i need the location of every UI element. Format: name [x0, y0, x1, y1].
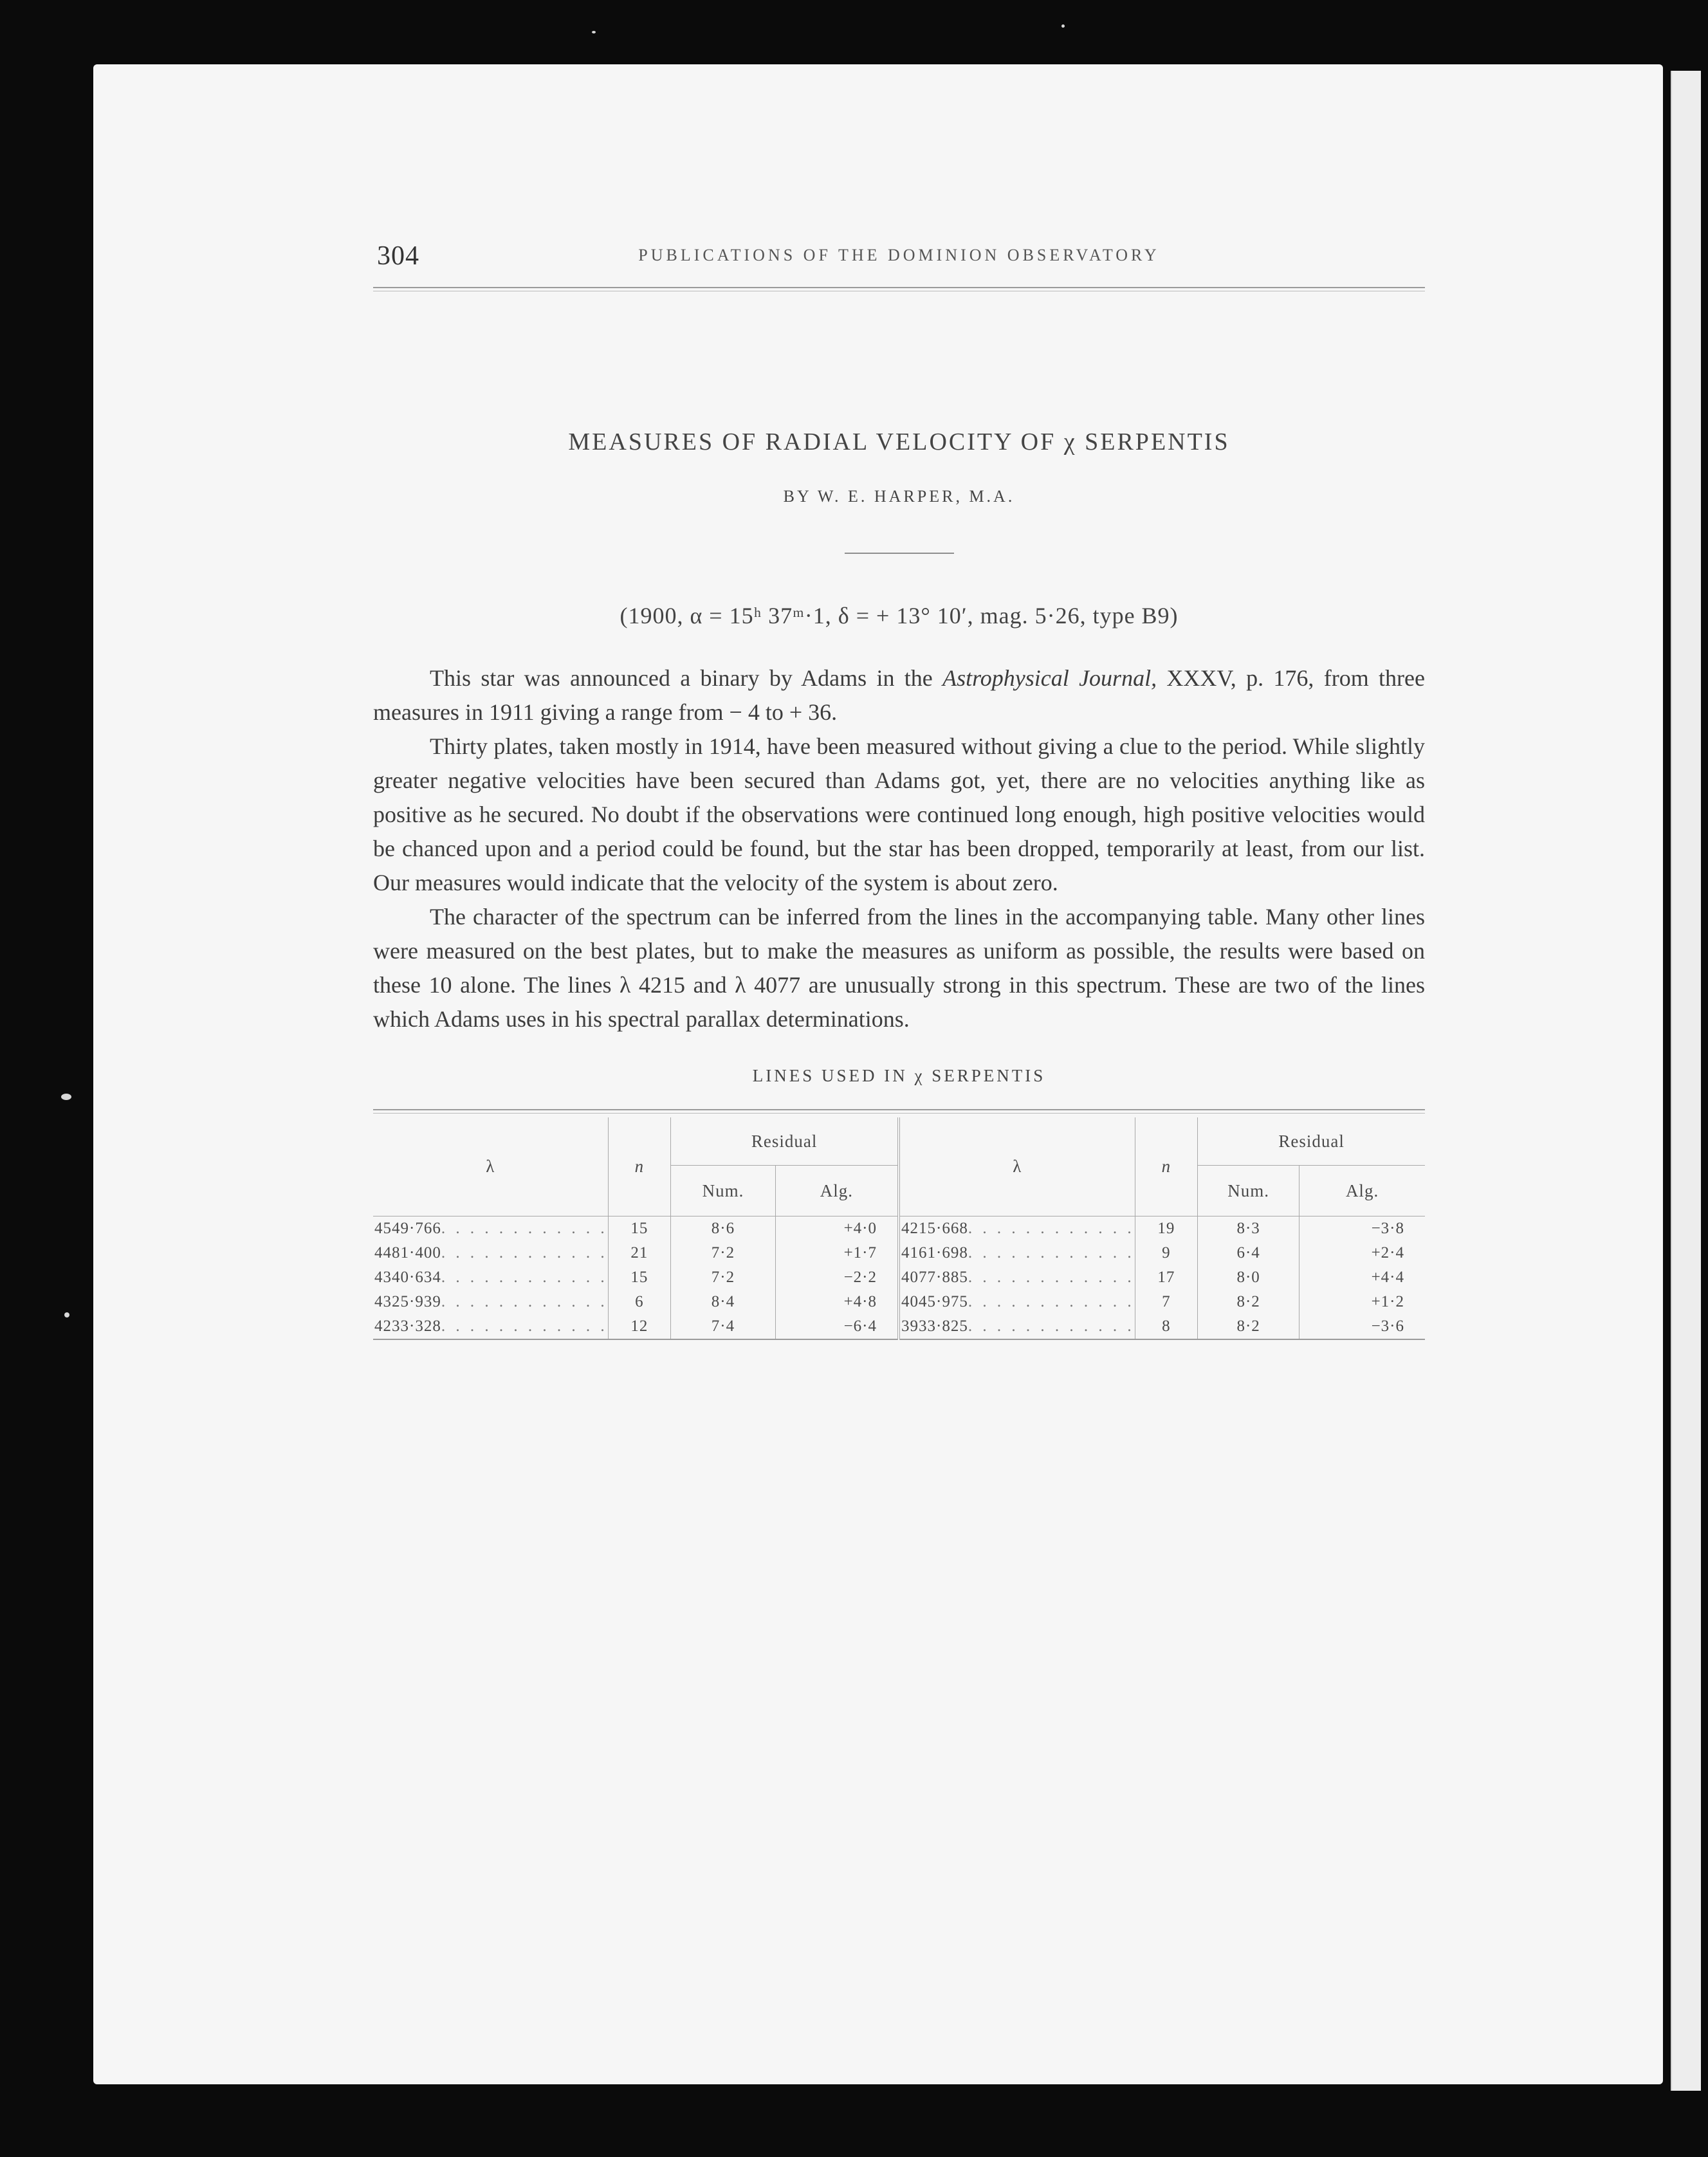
wavelength-cell — [899, 1216, 1135, 1242]
alg-residual-cell: +1·7 — [775, 1241, 899, 1265]
alg-residual-cell: +4·4 — [1299, 1265, 1425, 1290]
dot-leader: . . . . . . . . . . . . — [968, 1244, 1135, 1262]
table-row — [373, 1290, 1425, 1314]
dot-leader: . . . . . . . . . . . . — [441, 1244, 608, 1262]
table-row — [373, 1314, 1425, 1339]
wavelength: 4325·939 — [374, 1293, 441, 1310]
paragraph-1-text-end: XXXV, p. 176, from three measures in 1911 giving a range from − 4 to + 36. — [373, 665, 1425, 725]
paragraph-1-text: This star was announced a binary by Adams in the — [430, 665, 943, 691]
dot-leader: . . . . . . . . . . . . — [441, 1220, 608, 1237]
n-cell: 8 — [1135, 1314, 1198, 1339]
lines-table — [373, 1117, 1425, 1340]
num-residual-cell: 8·4 — [671, 1290, 776, 1314]
dot-leader: . . . . . . . . . . . . — [968, 1269, 1135, 1286]
scan-speck — [61, 1094, 71, 1100]
dot-leader: . . . . . . . . . . . . — [441, 1269, 608, 1286]
journal-name: Astrophysical Journal, — [942, 665, 1157, 691]
page-content — [373, 232, 1425, 1340]
n-cell: 19 — [1135, 1216, 1198, 1242]
running-title: PUBLICATIONS OF THE DOMINION OBSERVATORY — [638, 246, 1160, 264]
wavelength-cell — [373, 1290, 608, 1314]
scan-speck — [1061, 24, 1065, 28]
num-header: Num. — [671, 1166, 776, 1216]
alg-residual-cell: −3·8 — [1299, 1216, 1425, 1242]
n-cell: 7 — [1135, 1290, 1198, 1314]
table-title: LINES USED IN χ SERPENTIS — [752, 1066, 1046, 1085]
wavelength-cell — [373, 1314, 608, 1339]
dot-leader: . . . . . . . . . . . . — [968, 1317, 1135, 1335]
table-row — [373, 1241, 1425, 1265]
alg-header: Alg. — [775, 1166, 899, 1216]
n-cell: 15 — [608, 1265, 671, 1290]
dot-leader: . . . . . . . . . . . . — [968, 1293, 1135, 1310]
residual-header: Residual — [671, 1117, 899, 1166]
table-row — [373, 1216, 1425, 1242]
alg-residual-cell: −2·2 — [775, 1265, 899, 1290]
article-byline: BY W. E. HARPER, M.A. — [783, 487, 1015, 506]
wavelength-cell — [373, 1241, 608, 1265]
wavelength: 4045·975 — [901, 1293, 968, 1310]
alg-residual-cell: −3·6 — [1299, 1314, 1425, 1339]
lambda-header-2: λ — [899, 1117, 1135, 1216]
wavelength: 4340·634 — [374, 1269, 441, 1286]
wavelength: 4215·668 — [901, 1220, 968, 1237]
running-head — [373, 232, 1425, 277]
num-residual-cell: 8·3 — [1198, 1216, 1299, 1242]
wavelength: 4077·885 — [901, 1269, 968, 1286]
num-residual-cell: 8·0 — [1198, 1265, 1299, 1290]
num-residual-cell: 7·2 — [671, 1265, 776, 1290]
dot-leader: . . . . . . . . . . . . — [968, 1220, 1135, 1237]
page-number: 304 — [377, 241, 419, 271]
alg-residual-cell: −6·4 — [775, 1314, 899, 1339]
wavelength: 4549·766 — [374, 1220, 441, 1237]
n-cell: 9 — [1135, 1241, 1198, 1265]
scan-speck — [64, 1312, 69, 1317]
wavelength-cell — [373, 1265, 608, 1290]
alg-residual-cell: +2·4 — [1299, 1241, 1425, 1265]
n-header: n — [608, 1117, 671, 1216]
n-cell: 12 — [608, 1314, 671, 1339]
star-coordinates: (1900, α = 15ʰ 37ᵐ·1, δ = + 13° 10′, mag. 5·26, type B9) — [620, 603, 1179, 629]
n-cell: 15 — [608, 1216, 671, 1242]
dot-leader: . . . . . . . . . . . . — [441, 1317, 608, 1335]
num-residual-cell: 8·2 — [1198, 1314, 1299, 1339]
alg-residual-cell: +1·2 — [1299, 1290, 1425, 1314]
n-cell: 21 — [608, 1241, 671, 1265]
wavelength-cell — [899, 1290, 1135, 1314]
scan-speck — [592, 31, 596, 33]
num-residual-cell: 8·2 — [1198, 1290, 1299, 1314]
n-cell: 17 — [1135, 1265, 1198, 1290]
alg-residual-cell: +4·8 — [775, 1290, 899, 1314]
n-header-2: n — [1135, 1117, 1198, 1216]
lambda-header: λ — [373, 1117, 608, 1216]
alg-residual-cell: +4·0 — [775, 1216, 899, 1242]
dot-leader: . . . . . . . . . . . . — [441, 1293, 608, 1310]
adjacent-page-edge — [1671, 71, 1701, 2091]
wavelength: 3933·825 — [901, 1317, 968, 1335]
num-residual-cell: 6·4 — [1198, 1241, 1299, 1265]
num-residual-cell: 7·4 — [671, 1314, 776, 1339]
wavelength-cell — [899, 1241, 1135, 1265]
wavelength: 4481·400 — [374, 1244, 441, 1262]
wavelength: 4233·328 — [374, 1317, 441, 1335]
paragraph-1 — [373, 661, 1425, 730]
paragraph-2: Thirty plates, taken mostly in 1914, have been measured without giving a clue to the period. While slightly greater negative velocities have been secured than Adams got, yet, there are no velocities anything like as positive as he secured. No doubt if the observations were continued long enough, high positive velocities would be chanced upon and a period could be found, but the star has been dropped, temporarily at least, from our list. Our measures would indicate that the velocity of the system is about zero. — [373, 733, 1425, 895]
article-body — [373, 661, 1425, 1036]
paragraph-3: The character of the spectrum can be inferred from the lines in the accompanying table. Many other lines were measured on the best plates, but to make the measures as uniform as possible, the results were based on these 10 alone. The lines λ 4215 and λ 4077 are unusually strong in this spectrum. These are two of the lines which Adams uses in his spectral parallax determinations. — [373, 904, 1425, 1032]
title-divider — [845, 553, 954, 554]
wavelength-cell — [899, 1265, 1135, 1290]
num-residual-cell: 8·6 — [671, 1216, 776, 1242]
article-title: MEASURES OF RADIAL VELOCITY OF χ SERPENTIS — [568, 428, 1230, 455]
wavelength-cell — [899, 1314, 1135, 1339]
table-top-rule — [373, 1109, 1425, 1114]
num-residual-cell: 7·2 — [671, 1241, 776, 1265]
wavelength-cell — [373, 1216, 608, 1242]
alg-header-2: Alg. — [1299, 1166, 1425, 1216]
num-header-2: Num. — [1198, 1166, 1299, 1216]
n-cell: 6 — [608, 1290, 671, 1314]
table-row — [373, 1265, 1425, 1290]
wavelength: 4161·698 — [901, 1244, 968, 1262]
residual-header-2: Residual — [1198, 1117, 1425, 1166]
header-rule — [373, 287, 1425, 291]
